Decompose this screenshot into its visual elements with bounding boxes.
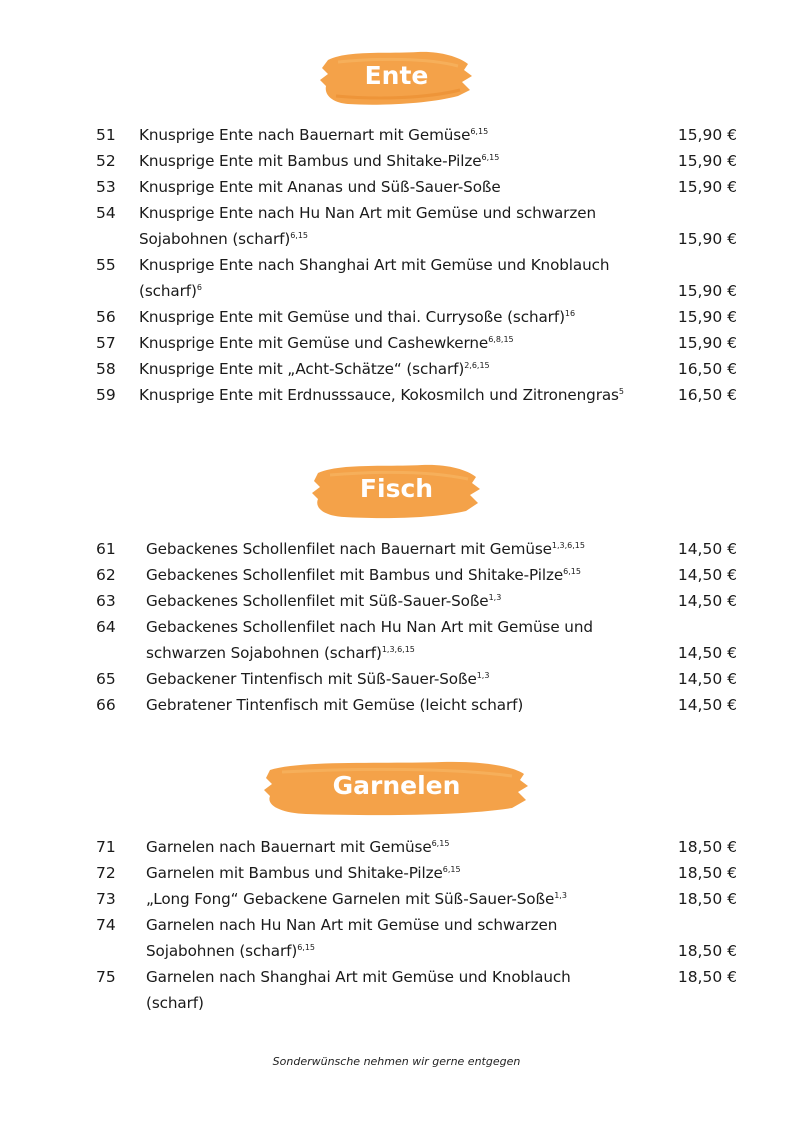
allergen-codes: 2,6,15 [464,361,490,370]
item-number: 61 [96,540,116,558]
item-text: (scharf) [146,994,204,1012]
item-number: 71 [96,838,116,856]
item-text: Gebackenes Schollenfilet mit Süß-Sauer-Soße [146,592,489,610]
item-number: 57 [96,334,116,352]
menu-item [0,148,793,174]
item-number: 55 [96,256,116,274]
menu-item [0,860,793,886]
item-text: Gebackenes Schollenfilet nach Bauernart mit Gemüse [146,540,552,558]
menu-item [0,330,793,356]
menu-item [0,200,793,252]
item-description [139,148,499,174]
menu-list-fisch [0,536,793,718]
allergen-codes: 6,15 [290,231,308,240]
item-description [139,304,575,330]
menu-item [0,666,793,692]
allergen-codes: 6,15 [442,865,461,874]
allergen-codes: 16 [564,309,576,318]
item-text: Gebackener Tintenfisch mit Süß-Sauer-Soße [146,670,477,688]
menu-item [0,562,793,588]
item-price: 14,50 € [677,670,737,688]
item-description [146,666,489,692]
item-price: 14,50 € [677,592,737,610]
section-header-fisch [0,457,793,527]
item-number: 59 [96,386,116,404]
item-text: Knusprige Ente mit Erdnusssauce, Kokosmilch und Zitronengras [139,386,619,404]
item-description [146,588,501,614]
section-title: Garnelen [332,771,461,800]
item-text: Knusprige Ente nach Hu Nan Art mit Gemüse und schwarzen [139,204,596,222]
menu-item [0,588,793,614]
item-price: 18,50 € [677,968,737,986]
item-price: 18,50 € [677,942,737,960]
item-text: Knusprige Ente mit Bambus und Shitake-Pilze [139,152,482,170]
item-text: Knusprige Ente nach Shanghai Art mit Gemüse und Knoblauch [139,256,610,274]
item-price: 18,50 € [677,838,737,856]
item-number: 74 [96,916,116,934]
menu-item [0,692,793,718]
item-number: 51 [96,126,116,144]
item-price: 15,90 € [677,308,737,326]
allergen-codes: 1,3 [476,671,490,680]
allergen-codes: 1,3 [554,891,567,900]
item-price: 15,90 € [677,334,737,352]
item-text: Garnelen mit Bambus und Shitake-Pilze [146,864,443,882]
item-price: 18,50 € [677,890,737,908]
item-text: Garnelen nach Hu Nan Art mit Gemüse und schwarzen [146,916,558,934]
item-description [146,536,585,562]
item-text: Gebackenes Schollenfilet mit Bambus und Shitake-Pilze [146,566,564,584]
item-text: Sojabohnen (scharf) [146,942,298,960]
item-price: 15,90 € [677,230,737,248]
allergen-codes: 6 [196,283,202,292]
item-number: 54 [96,204,116,222]
item-price: 14,50 € [677,566,737,584]
item-number: 64 [96,618,116,636]
menu-item [0,356,793,382]
allergen-codes: 6,15 [563,567,581,576]
item-text: Knusprige Ente mit „Acht-Schätze“ (scharf) [139,360,465,378]
item-description [146,912,557,964]
item-text: (scharf) [139,282,197,300]
item-description [146,964,571,1016]
item-description [139,174,501,200]
menu-item [0,174,793,200]
allergen-codes: 6,15 [431,839,450,848]
item-number: 65 [96,670,116,688]
allergen-codes: 1,3,6,15 [551,541,585,550]
allergen-codes: 6,15 [470,127,489,136]
item-price: 16,50 € [677,360,737,378]
menu-item [0,122,793,148]
menu-list-garnelen [0,834,793,1016]
menu-item [0,834,793,860]
allergen-codes: 6,15 [481,153,500,162]
item-price: 14,50 € [677,540,737,558]
item-price: 15,90 € [677,282,737,300]
item-text: Knusprige Ente nach Bauernart mit Gemüse [139,126,471,144]
item-number: 66 [96,696,116,714]
menu-item [0,964,793,1016]
menu-item [0,304,793,330]
item-number: 53 [96,178,116,196]
allergen-codes: 5 [618,387,624,396]
item-number: 75 [96,968,116,986]
item-description [146,562,581,588]
item-text: Knusprige Ente mit Gemüse und Cashewkerne [139,334,489,352]
item-price: 15,90 € [677,126,737,144]
menu-item [0,614,793,666]
item-number: 58 [96,360,116,378]
item-description [146,614,593,666]
item-description [139,122,488,148]
allergen-codes: 6,8,15 [488,335,514,344]
item-description [139,330,514,356]
item-price: 14,50 € [677,696,737,714]
item-text: Gebackenes Schollenfilet nach Hu Nan Art mit Gemüse und [146,618,593,636]
footer-note: Sonderwünsche nehmen wir gerne entgegen [272,1055,521,1068]
item-description [146,692,523,718]
item-description [139,200,596,252]
menu-item [0,536,793,562]
menu-item [0,912,793,964]
item-text: Sojabohnen (scharf) [139,230,291,248]
section-title: Fisch [359,474,434,503]
allergen-codes: 1,3,6,15 [381,645,415,654]
item-number: 62 [96,566,116,584]
menu-item [0,886,793,912]
item-description [139,356,490,382]
item-description [146,886,567,912]
allergen-codes: 6,15 [297,943,315,952]
menu-item [0,382,793,408]
menu-item [0,252,793,304]
item-price: 15,90 € [677,152,737,170]
item-text: schwarzen Sojabohnen (scharf) [146,644,382,662]
item-number: 63 [96,592,116,610]
allergen-codes: 1,3 [488,593,502,602]
item-price: 14,50 € [677,644,737,662]
item-text: Knusprige Ente mit Ananas und Süß-Sauer-Soße [139,178,501,196]
item-number: 73 [96,890,116,908]
item-description [139,382,624,408]
item-number: 56 [96,308,116,326]
section-title: Ente [364,61,429,90]
section-header-ente [0,44,793,114]
item-text: „Long Fong“ Gebackene Garnelen mit Süß-Sauer-Soße [146,890,555,908]
item-price: 18,50 € [677,864,737,882]
item-price: 15,90 € [677,178,737,196]
item-description [146,860,461,886]
item-description [146,834,449,860]
item-description [139,252,609,304]
item-text: Garnelen nach Shanghai Art mit Gemüse und Knoblauch [146,968,571,986]
item-price: 16,50 € [677,386,737,404]
item-text: Garnelen nach Bauernart mit Gemüse [146,838,432,856]
section-header-garnelen [0,754,793,824]
item-number: 72 [96,864,116,882]
item-text: Knusprige Ente mit Gemüse und thai. Currysoße (scharf) [139,308,565,326]
item-text: Gebratener Tintenfisch mit Gemüse (leicht scharf) [146,696,524,714]
item-number: 52 [96,152,116,170]
menu-list-ente [0,122,793,408]
